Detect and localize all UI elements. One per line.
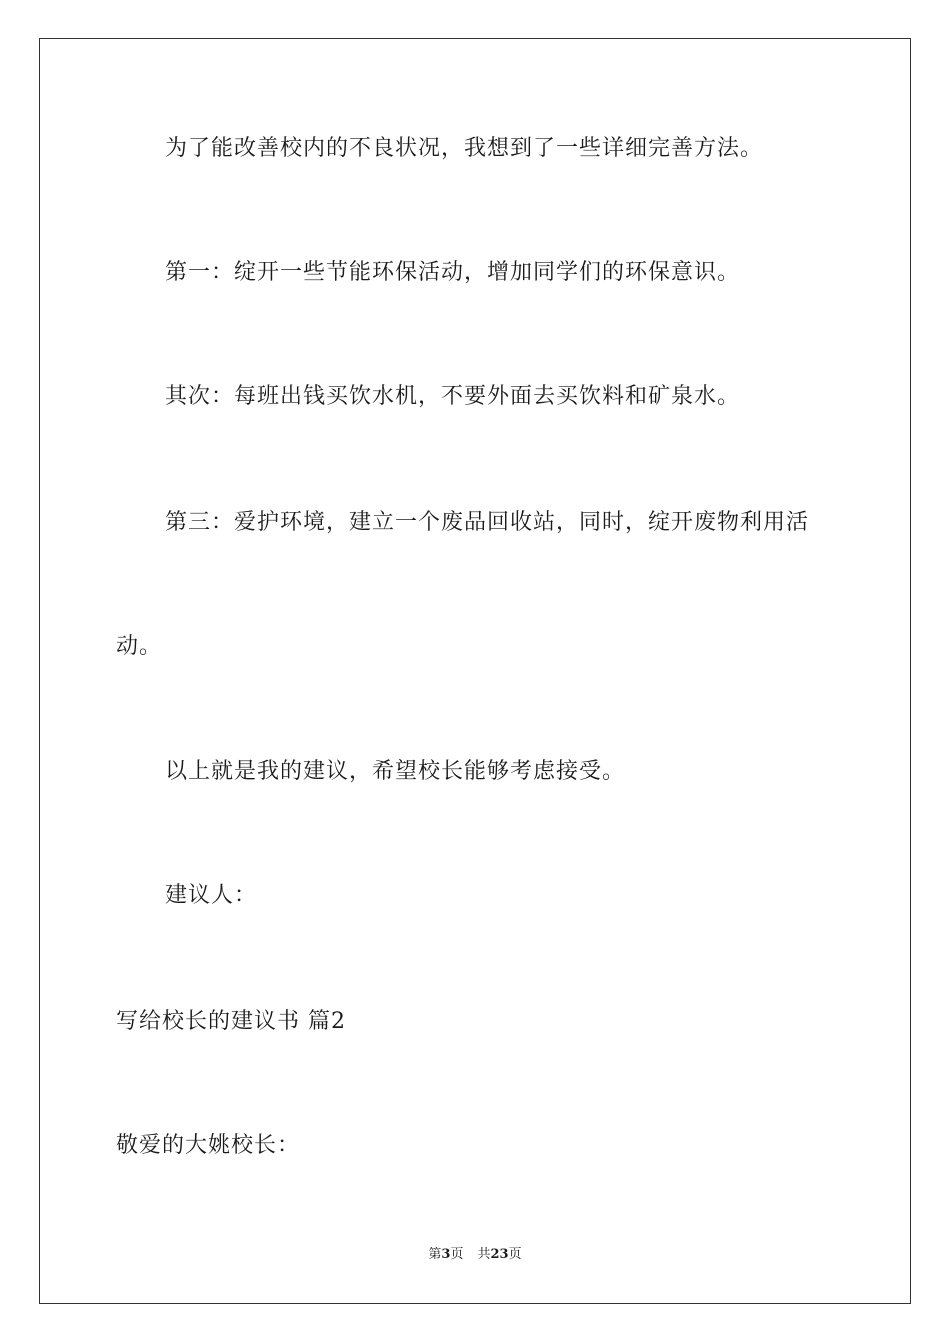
- proposer-label: 建议人：: [165, 883, 258, 908]
- page-border: [39, 38, 911, 1304]
- paragraph-first-suggestion: 第一：绽开一些节能环保活动，增加同学们的环保意识。: [165, 260, 741, 285]
- paragraph-second-suggestion: 其次：每班出钱买饮水机，不要外面去买饮料和矿泉水。: [165, 384, 741, 409]
- footer-page-number: 3: [441, 1247, 451, 1262]
- paragraph-improvement-intro: 为了能改善校内的不良状况，我想到了一些详细完善方法。: [165, 136, 764, 161]
- footer-page-prefix: 第: [428, 1247, 442, 1262]
- footer-page-suffix: 页: [450, 1247, 464, 1262]
- page-footer: [0, 1246, 950, 1264]
- section-heading: 写给校长的建议书 篇2: [116, 1009, 346, 1034]
- footer-total-suffix: 页: [508, 1247, 522, 1262]
- footer-total-prefix: 共: [477, 1247, 491, 1262]
- paragraph-third-suggestion: 第三：爱护环境，建立一个废品回收站，同时，绽开废物利用活: [165, 510, 810, 535]
- salutation: 敬爱的大姚校长：: [116, 1133, 301, 1158]
- footer-total-pages: 23: [490, 1247, 509, 1262]
- paragraph-conclusion: 以上就是我的建议，希望校长能够考虑接受。: [165, 759, 626, 784]
- paragraph-third-suggestion-continued: 动。: [116, 634, 163, 659]
